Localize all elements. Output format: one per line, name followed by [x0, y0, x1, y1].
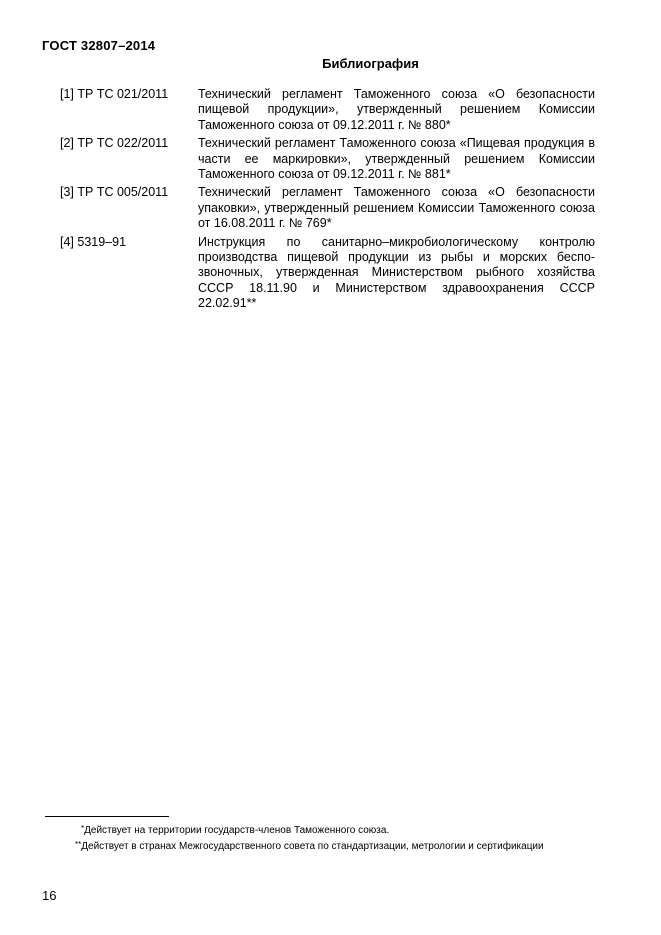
- bibliography-text: Технический регламент Таможенного союза «О безопасности пищевой продукции», утвержденный решением Комиссии Таможенного союза от 09.12.2011 г. № 880*: [198, 87, 595, 132]
- bibliography-list: [60, 87, 595, 312]
- document-header-code: ГОСТ 32807–2014: [42, 38, 156, 53]
- bibliography-text: Технический регламент Таможенного союза «Пищевая продукция в части ее маркировки», утвержденный решением Комиссии Таможенного союза от 09.12.2011 г. № 881*: [198, 136, 595, 182]
- footnote-1: [45, 822, 615, 838]
- bibliography-entry: [60, 136, 595, 182]
- footnotes: [45, 822, 615, 854]
- bibliography-ref: [4] 5319–91: [60, 234, 127, 249]
- bibliography-ref: [3] ТР ТС 005/2011: [60, 185, 169, 200]
- bibliography-text: Технический регламент Таможенного союза «О безопасности упаковки», утвержденный решением Комиссии Таможенного союза от 16.08.2011 г. № 769*: [198, 185, 595, 231]
- footnote-2: [45, 838, 615, 854]
- bibliography-entry: [60, 87, 595, 133]
- footnote-text: Действует на территории государств-членов Таможенного союза.: [84, 825, 390, 836]
- footnote-text: Действует в странах Межгосударственного совета по стандартизации, метрологии и сертификации: [81, 841, 544, 852]
- footnote-divider: [45, 816, 169, 817]
- bibliography-entry: [60, 185, 595, 231]
- bibliography-ref: [2] ТР ТС 022/2011: [60, 136, 169, 151]
- bibliography-text: Инструкция по санитарно–микробиологическому контролю производства пищевой продукции из рыбы и морских беспозвоночных, утвержденная Министерством рыбного хозяйства СССР 18.11.90 и Министерством здравоохранения СССР 22.02.91**: [198, 234, 595, 311]
- footnote-mark: **: [75, 840, 82, 849]
- page-number: 16: [42, 888, 57, 903]
- bibliography-ref: [1] ТР ТС 021/2011: [60, 87, 169, 101]
- footnote-mark: *: [81, 824, 85, 833]
- section-title: Библиография: [322, 56, 419, 71]
- bibliography-entry: [60, 235, 595, 312]
